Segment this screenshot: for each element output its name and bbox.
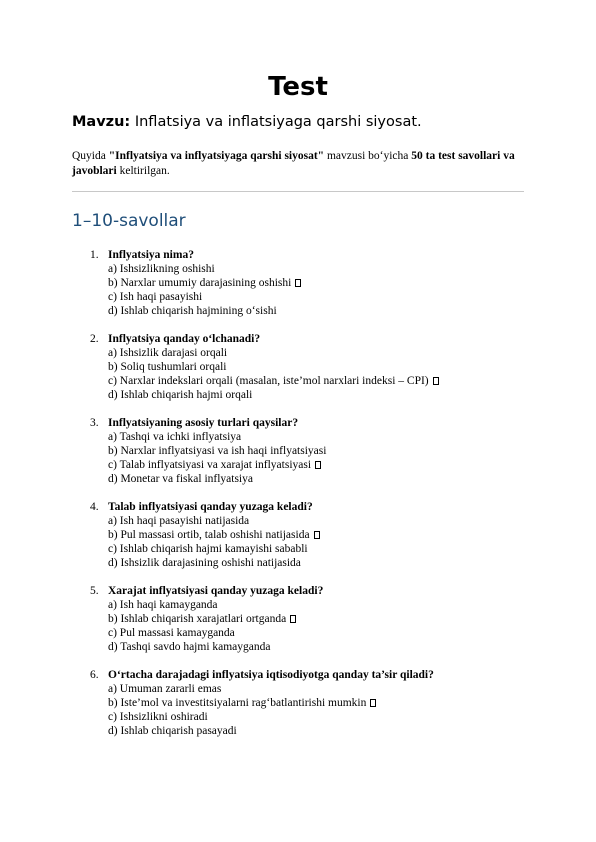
question-list bbox=[72, 248, 532, 752]
answer-option-text: a) Ishsizlikning oshishi bbox=[108, 263, 215, 275]
answer-option bbox=[108, 388, 532, 402]
answer-option bbox=[108, 360, 532, 374]
answer-option-text: c) Ish haqi pasayishi bbox=[108, 291, 203, 303]
answer-option bbox=[108, 374, 532, 388]
answer-option-text: c) Ishsizlikni oshiradi bbox=[108, 711, 208, 723]
answer-option bbox=[108, 346, 532, 360]
question-number: 1. bbox=[90, 249, 99, 261]
question-text: Inflyatsiyaning asosiy turlari qaysilar? bbox=[108, 417, 299, 429]
answer-option bbox=[108, 444, 532, 458]
question-text: Talab inflyatsiyasi qanday yuzaga keladi? bbox=[108, 501, 313, 513]
answer-option bbox=[108, 626, 532, 640]
correct-answer-marker-icon bbox=[370, 699, 376, 707]
intro-part2: mavzusi bo‘yicha bbox=[324, 150, 412, 162]
answer-option bbox=[108, 682, 532, 696]
answer-option bbox=[108, 304, 532, 318]
intro-part3: keltirilgan. bbox=[116, 165, 170, 177]
correct-answer-marker-icon bbox=[433, 377, 439, 385]
question-text: Inflyatsiya qanday o‘lchanadi? bbox=[108, 333, 261, 345]
answer-option bbox=[108, 556, 532, 570]
intro-part1: Quyida bbox=[72, 150, 109, 162]
answer-option-text: d) Ishlab chiqarish hajmi orqali bbox=[108, 389, 253, 401]
horizontal-divider bbox=[72, 191, 524, 192]
answer-option-text: b) Soliq tushumlari orqali bbox=[108, 361, 227, 373]
answer-option-text: d) Ishsizlik darajasining oshishi natijasida bbox=[108, 557, 301, 569]
answer-option bbox=[108, 472, 532, 486]
answer-option-text: a) Ish haqi pasayishi natijasida bbox=[108, 515, 250, 527]
answer-option bbox=[108, 710, 532, 724]
answer-option bbox=[108, 276, 532, 290]
section-heading: 1–10-savollar bbox=[72, 211, 186, 231]
answer-option-text: c) Ishlab chiqarish hajmi kamayishi sababli bbox=[108, 543, 308, 555]
answer-option bbox=[108, 640, 532, 654]
answer-option bbox=[108, 528, 532, 542]
intro-count: 50 ta test savollari va javoblari bbox=[72, 150, 515, 177]
answer-option-text: c) Pul massasi kamayganda bbox=[108, 627, 235, 639]
correct-answer-marker-icon bbox=[314, 531, 320, 539]
question-number: 5. bbox=[90, 585, 99, 597]
correct-answer-marker-icon bbox=[315, 461, 321, 469]
answer-option-text: a) Ishsizlik darajasi orqali bbox=[108, 347, 228, 359]
answer-option-text: d) Ishlab chiqarish pasayadi bbox=[108, 725, 237, 737]
answer-option-text: b) Narxlar umumiy darajasining oshishi bbox=[108, 277, 292, 289]
answer-option-text: b) Pul massasi ortib, talab oshishi natijasida bbox=[108, 529, 310, 541]
correct-answer-marker-icon bbox=[290, 615, 296, 623]
answer-option bbox=[108, 458, 532, 472]
answer-option bbox=[108, 612, 532, 626]
answer-option-text: b) Iste’mol va investitsiyalarni rag‘batlantirishi mumkin bbox=[108, 697, 367, 709]
answer-option bbox=[108, 290, 532, 304]
answer-option-text: c) Talab inflyatsiyasi va xarajat inflyatsiyasi bbox=[108, 459, 312, 471]
answer-option-text: b) Ishlab chiqarish xarajatlari ortganda bbox=[108, 613, 287, 625]
answer-option bbox=[108, 542, 532, 556]
intro-quoted-title: "Inflyatsiya va inflyatsiyaga qarshi siyosat" bbox=[108, 150, 325, 162]
question-text: Xarajat inflyatsiyasi qanday yuzaga keladi? bbox=[108, 585, 324, 597]
question-item bbox=[72, 248, 532, 318]
answer-option bbox=[108, 262, 532, 276]
answer-option-text: b) Narxlar inflyatsiyasi va ish haqi inflyatsiyasi bbox=[108, 445, 327, 457]
answer-option bbox=[108, 430, 532, 444]
answer-option-text: d) Monetar va fiskal inflyatsiya bbox=[108, 473, 253, 485]
topic-label: Mavzu: bbox=[72, 114, 131, 130]
intro-paragraph bbox=[72, 149, 524, 179]
correct-answer-marker-icon bbox=[295, 279, 301, 287]
answer-option-text: d) Tashqi savdo hajmi kamayganda bbox=[108, 641, 271, 653]
question-item bbox=[72, 332, 532, 402]
answer-option-text: c) Narxlar indekslari orqali (masalan, iste’mol narxlari indeksi – CPI) bbox=[108, 375, 429, 387]
answer-option bbox=[108, 724, 532, 738]
question-item bbox=[72, 500, 532, 570]
answer-option-text: a) Ish haqi kamayganda bbox=[108, 599, 218, 611]
topic-text: Inflatsiya va inflatsiyaga qarshi siyosat. bbox=[134, 114, 422, 130]
question-item bbox=[72, 416, 532, 486]
answer-option-text: a) Tashqi va ichki inflyatsiya bbox=[108, 431, 242, 443]
question-number: 3. bbox=[90, 417, 99, 429]
question-number: 4. bbox=[90, 501, 99, 513]
question-text: Inflyatsiya nima? bbox=[108, 249, 194, 261]
page-title: Test bbox=[268, 72, 328, 102]
answer-option bbox=[108, 696, 532, 710]
question-number: 6. bbox=[90, 669, 99, 681]
topic-line bbox=[72, 114, 532, 130]
answer-option-text: d) Ishlab chiqarish hajmining o‘sishi bbox=[108, 305, 277, 317]
question-text: O‘rtacha darajadagi inflyatsiya iqtisodiyotga qanday ta’sir qiladi? bbox=[108, 669, 434, 681]
question-number: 2. bbox=[90, 333, 99, 345]
question-item bbox=[72, 668, 532, 738]
answer-option bbox=[108, 598, 532, 612]
answer-option bbox=[108, 514, 532, 528]
question-item bbox=[72, 584, 532, 654]
answer-option-text: a) Umuman zararli emas bbox=[108, 683, 222, 695]
